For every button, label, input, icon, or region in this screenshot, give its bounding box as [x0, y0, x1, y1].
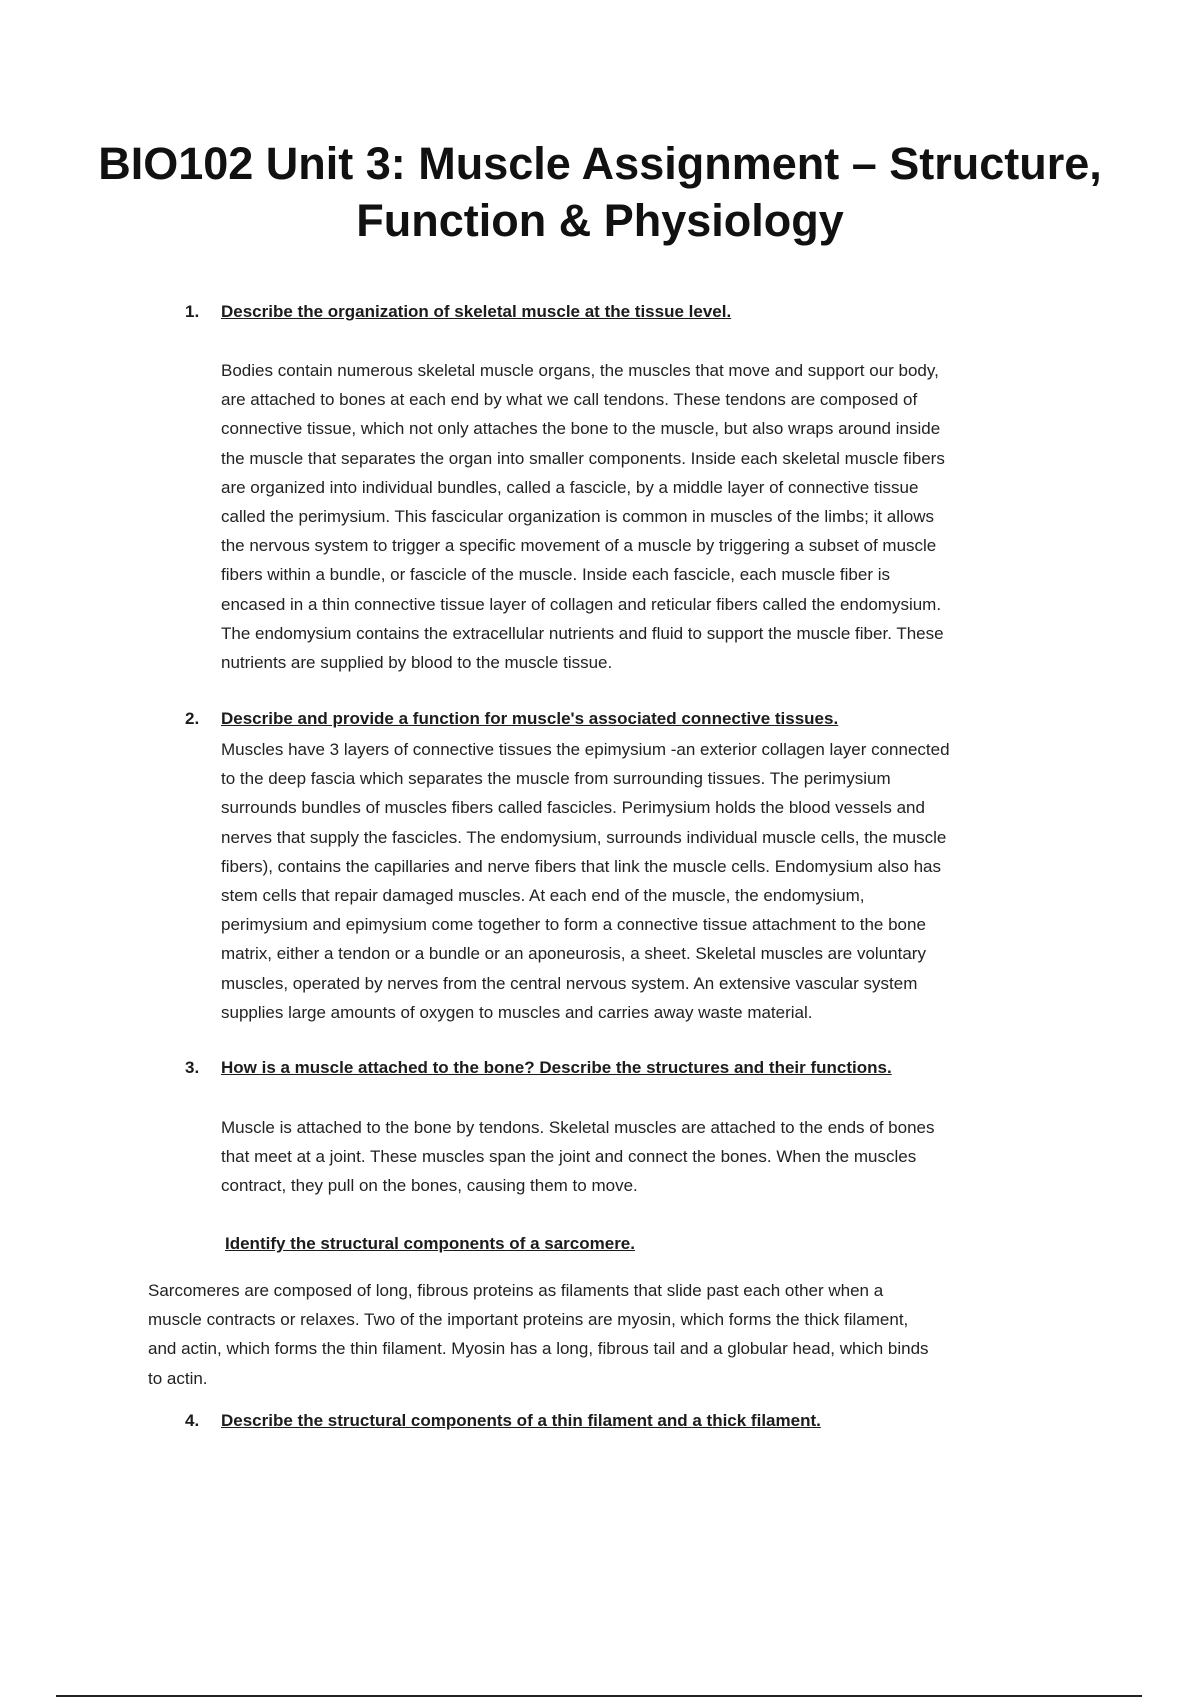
answer-2 — [221, 735, 950, 1027]
question-text: How is a muscle attached to the bone? Describe the structures and their functions. — [221, 1058, 892, 1077]
question-text: Describe the organization of skeletal muscle at the tissue level. — [221, 302, 732, 321]
answer-line: are attached to bones at each end by what we call tendons. These tendons are composed of — [221, 390, 918, 410]
answer-line: supplies large amounts of oxygen to muscles and carries away waste material. — [221, 1002, 813, 1022]
answer-line: the muscle that separates the organ into smaller components. Inside each skeletal muscle fibers — [221, 448, 945, 468]
answer-line: stem cells that repair damaged muscles. At each end of the muscle, the endomysium, — [221, 885, 865, 905]
answer-line: nutrients are supplied by blood to the muscle tissue. — [221, 652, 613, 672]
question-1 — [185, 301, 732, 323]
answer-line: matrix, either a tendon or a bundle or an aponeurosis, a sheet. Skeletal muscles are voluntary — [221, 944, 926, 964]
page-title — [0, 135, 1200, 249]
title-line-2: Function & Physiology — [356, 195, 844, 246]
answer-line: muscles, operated by nerves from the central nervous system. An extensive vascular system — [221, 973, 918, 993]
sarcomere-heading — [225, 1233, 635, 1255]
answer-1 — [221, 356, 945, 677]
question-text: Describe and provide a function for muscle's associated connective tissues. — [221, 709, 839, 728]
answer-line: Muscles have 3 layers of connective tissues the epimysium -an exterior collagen layer connected — [221, 740, 950, 759]
question-3 — [185, 1057, 892, 1079]
sarcomere-answer — [148, 1276, 929, 1393]
question-text: Describe the structural components of a thin filament and a thick filament. — [221, 1411, 821, 1430]
footer-rule — [56, 1695, 1142, 1697]
answer-line: nerves that supply the fascicles. The endomysium, surrounds individual muscle cells, the muscle — [221, 827, 947, 847]
answer-line: that meet at a joint. These muscles span the joint and connect the bones. When the muscles — [221, 1147, 917, 1167]
answer-line: Sarcomeres are composed of long, fibrous proteins as filaments that slide past each other when a — [148, 1281, 884, 1300]
answer-line: contract, they pull on the bones, causing them to move. — [221, 1176, 638, 1196]
answer-line: Muscle is attached to the bone by tendons. Skeletal muscles are attached to the ends of bones — [221, 1118, 935, 1137]
question-4 — [185, 1410, 821, 1432]
answer-line: surrounds bundles of muscles fibers called fascicles. Perimysium holds the blood vessels and — [221, 798, 925, 818]
answer-line: fibers), contains the capillaries and nerve fibers that link the muscle cells. Endomysium also has — [221, 856, 942, 876]
answer-line: perimysium and epimysium come together to form a connective tissue attachment to the bone — [221, 915, 926, 935]
answer-line: encased in a thin connective tissue layer of collagen and reticular fibers called the endomysium. — [221, 594, 942, 614]
title-line-1: BIO102 Unit 3: Muscle Assignment – Structure, — [98, 138, 1102, 189]
question-number: 1. — [185, 302, 200, 321]
answer-line: The endomysium contains the extracellular nutrients and fluid to support the muscle fiber. These — [221, 623, 944, 643]
question-2 — [185, 708, 839, 730]
answer-line: and actin, which forms the thin filament. Myosin has a long, fibrous tail and a globular head, which binds — [148, 1339, 929, 1359]
answer-line: fibers within a bundle, or fascicle of the muscle. Inside each fascicle, each muscle fiber is — [221, 565, 890, 585]
answer-line: Bodies contain numerous skeletal muscle organs, the muscles that move and support our body, — [221, 361, 939, 380]
question-number: 4. — [185, 1411, 200, 1430]
question-text: Identify the structural components of a sarcomere. — [225, 1234, 635, 1253]
question-number: 2. — [185, 709, 200, 728]
answer-line: to actin. — [148, 1368, 208, 1388]
answer-line: called the perimysium. This fascicular organization is common in muscles of the limbs; it allows — [221, 506, 935, 526]
answer-line: are organized into individual bundles, called a fascicle, by a middle layer of connective tissue — [221, 477, 919, 497]
answer-line: muscle contracts or relaxes. Two of the important proteins are myosin, which forms the thick filament, — [148, 1310, 909, 1330]
answer-3 — [221, 1113, 935, 1201]
question-number: 3. — [185, 1058, 200, 1077]
answer-line: the nervous system to trigger a specific movement of a muscle by triggering a subset of muscle — [221, 536, 937, 556]
answer-line: connective tissue, which not only attaches the bone to the muscle, but also wraps around inside — [221, 419, 941, 439]
answer-line: to the deep fascia which separates the muscle from surrounding tissues. The perimysium — [221, 769, 891, 789]
